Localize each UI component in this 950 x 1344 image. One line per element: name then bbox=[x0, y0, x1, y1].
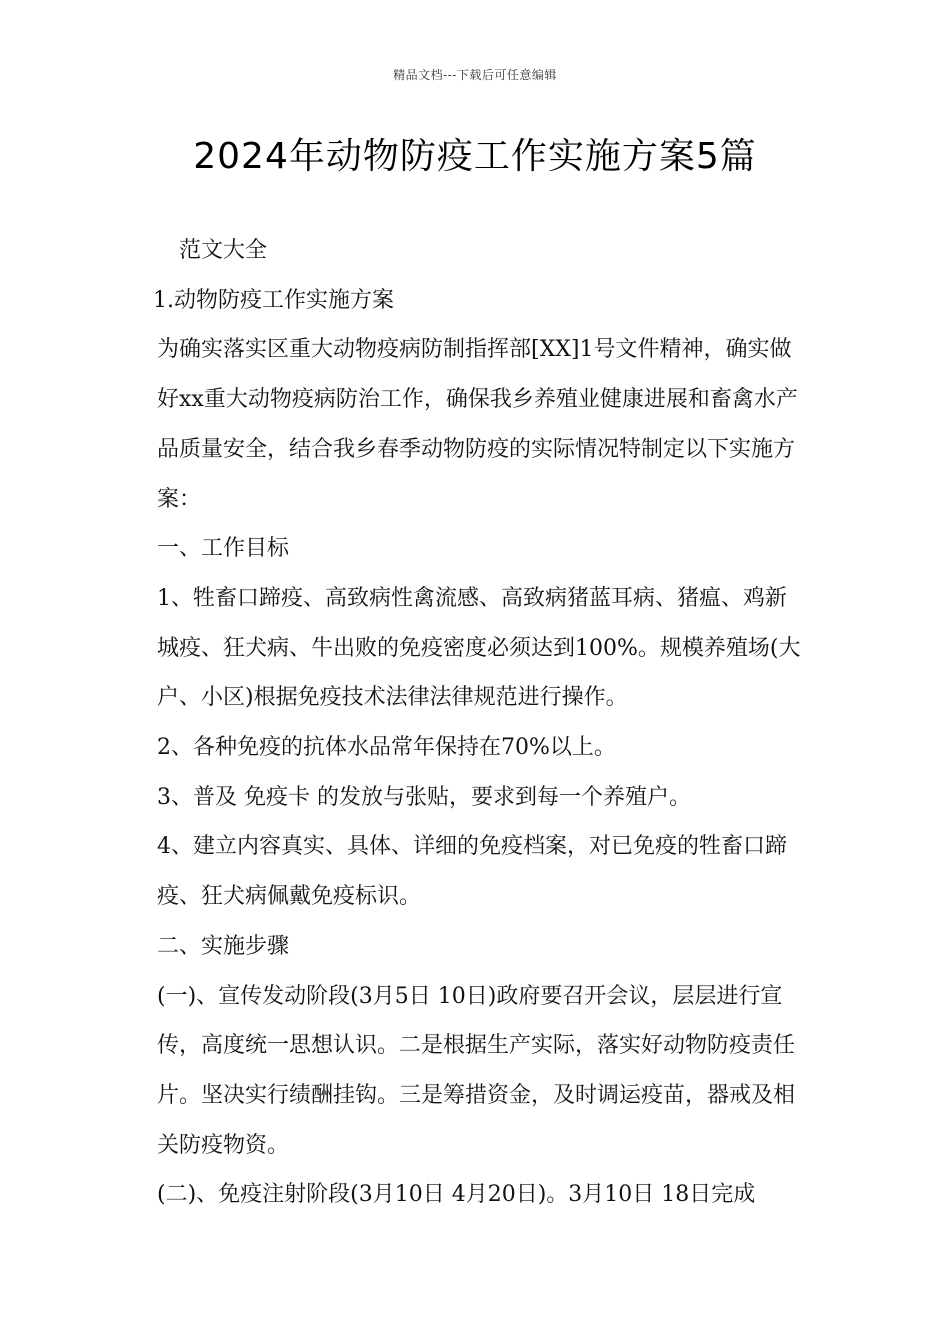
paragraph-goal-1: 1、牲畜口蹄疫、高致病性禽流感、高致病猪蓝耳病、猪瘟、鸡新城疫、狂犬病、牛出败的免疫密度必须达到100%。规模养殖场(大户、小区)根据免疫技术法律法律规范进行操作。 bbox=[157, 585, 801, 711]
document-body bbox=[145, 226, 807, 1220]
paragraph-section-heading: 1.动物防疫工作实施方案 bbox=[153, 287, 394, 313]
paragraph-subtitle: 范文大全 bbox=[179, 238, 268, 263]
paragraph-intro: 为确实落实区重大动物疫病防制指挥部[XX]1号文件精神，确实做好xx重大动物疫病防治工作，确保我乡养殖业健康进展和畜禽水产品质量安全，结合我乡春季动物防疫的实际情况特制定以下实施方案： bbox=[157, 337, 798, 512]
paragraph-goal-3: 3、普及 免疫卡 的发放与张贴，要求到每一个养殖户。 bbox=[157, 784, 691, 810]
document-title: 2024年动物防疫工作实施方案5篇 bbox=[193, 136, 757, 177]
paragraph-step-1: (一)、宣传发动阶段(3月5日 10日)政府要召开会议，层层进行宣传，高度统一思想认识。二是根据生产实际，落实好动物防疫责任片。坚决实行绩酬挂钩。三是筹措资金，及时调运疫苗，器戒及相关防疫物资。 bbox=[157, 983, 796, 1158]
header-note: 精品文档---下载后可任意编辑 bbox=[393, 68, 557, 82]
paragraph-goal-2: 2、各种免疫的抗体水品常年保持在70%以上。 bbox=[157, 735, 616, 761]
paragraph-step-2: (二)、免疫注射阶段(3月10日 4月20日)。3月10日 18日完成 bbox=[157, 1182, 756, 1208]
paragraph-heading-steps: 二、实施步骤 bbox=[157, 933, 290, 959]
paragraph-goal-4: 4、建立内容真实、具体、详细的免疫档案，对已免疫的牲畜口蹄疫、狂犬病佩戴免疫标识。 bbox=[157, 834, 787, 910]
paragraph-heading-goals: 一、工作目标 bbox=[157, 536, 290, 562]
